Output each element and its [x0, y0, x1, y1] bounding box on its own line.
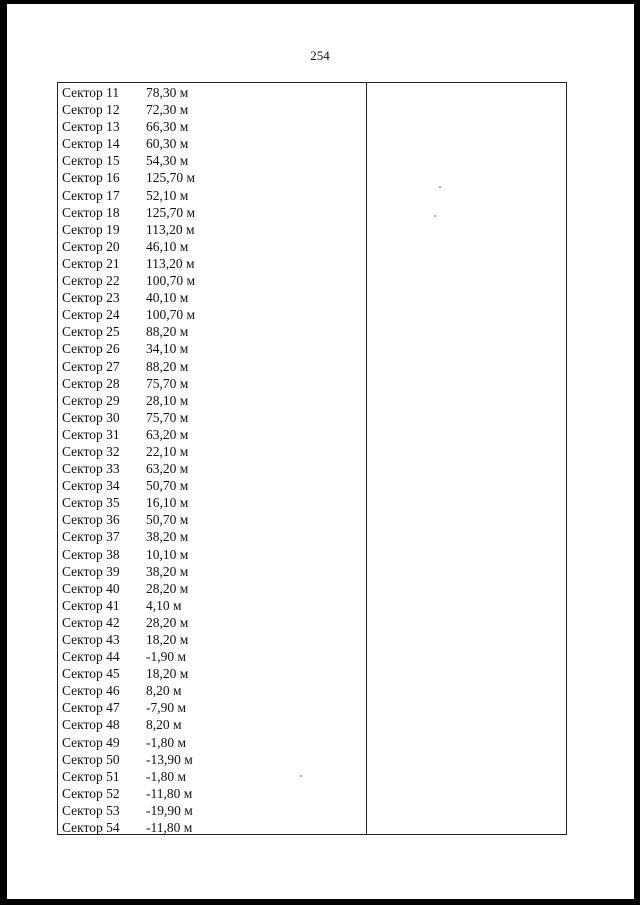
table-row	[62, 135, 362, 152]
sector-label: Сектор 39	[62, 563, 120, 579]
table-row	[62, 187, 362, 204]
table-column-divider	[366, 83, 367, 834]
sector-label: Сектор 28	[62, 375, 120, 391]
sector-label: Сектор 44	[62, 649, 120, 665]
table-row	[62, 340, 362, 357]
table-row	[62, 84, 362, 101]
table-row	[62, 648, 362, 665]
sector-label: Сектор 38	[62, 546, 120, 562]
sector-value: 100,70 м	[146, 273, 196, 289]
table-row	[62, 169, 362, 186]
sector-label: Сектор 43	[62, 632, 120, 647]
table-row	[62, 699, 362, 716]
sector-value: 28,20 м	[146, 614, 189, 630]
sector-label: Сектор 27	[62, 358, 120, 374]
sector-value: 113,20 м	[146, 221, 195, 237]
sector-label: Сектор 37	[62, 529, 120, 545]
sector-label: Сектор 29	[62, 392, 120, 408]
sector-label: Сектор 35	[62, 495, 120, 511]
sector-label: Сектор 12	[62, 102, 120, 118]
sector-value: 88,20 м	[146, 324, 189, 340]
sector-value: -11,80 м	[146, 785, 193, 801]
sector-label: Сектор 48	[62, 717, 120, 733]
table-row	[62, 272, 362, 289]
sector-value: 10,10 м	[146, 546, 189, 562]
table-row	[62, 443, 362, 460]
table-row	[62, 494, 362, 511]
sector-label: Сектор 36	[62, 512, 120, 528]
sector-value: 100,70 м	[146, 307, 196, 323]
sector-value: 46,10 м	[146, 238, 189, 254]
scan-speck	[300, 775, 302, 777]
table-rows	[62, 84, 362, 836]
sector-value: 125,70 м	[146, 204, 196, 220]
table-row	[62, 323, 362, 340]
sector-label: Сектор 21	[62, 255, 120, 271]
sector-value: 60,30 м	[146, 136, 189, 152]
sector-value: 16,10 м	[146, 495, 189, 511]
sector-label: Сектор 22	[62, 273, 120, 289]
sector-label: Сектор 52	[62, 785, 120, 801]
sector-label: Сектор 53	[62, 802, 120, 818]
sector-label: Сектор 30	[62, 409, 120, 425]
sector-value: 38,20 м	[146, 563, 189, 579]
sector-value: 8,20 м	[146, 717, 182, 733]
sector-table	[57, 82, 567, 835]
scan-speck	[439, 186, 441, 188]
sector-value: 75,70 м	[146, 409, 189, 425]
table-row	[62, 221, 362, 238]
sector-value: -1,80 м	[146, 768, 187, 784]
sector-value: 50,70 м	[146, 478, 189, 494]
table-row	[62, 255, 362, 272]
table-row	[62, 460, 362, 477]
sector-label: Сектор 16	[62, 170, 120, 186]
sector-value: 88,20 м	[146, 358, 189, 374]
scan-border-left	[0, 0, 7, 905]
sector-label: Сектор 41	[62, 597, 120, 613]
table-row	[62, 289, 362, 306]
sector-label: Сектор 32	[62, 443, 120, 459]
sector-label: Сектор 46	[62, 683, 120, 699]
table-row	[62, 597, 362, 614]
table-row	[62, 511, 362, 528]
sector-value: 113,20 м	[146, 255, 195, 271]
table-row	[62, 563, 362, 580]
sector-value: 63,20 м	[146, 426, 189, 442]
sector-value: -7,90 м	[146, 700, 187, 716]
sector-label: Сектор 25	[62, 324, 120, 340]
sector-value: 28,20 м	[146, 580, 189, 596]
sector-label: Сектор 20	[62, 238, 120, 254]
sector-value: 28,10 м	[146, 392, 189, 408]
sector-label: Сектор 40	[62, 580, 120, 596]
sector-label: Сектор 47	[62, 700, 120, 716]
scan-border-right	[634, 0, 640, 905]
table-row	[62, 751, 362, 768]
table-row	[62, 477, 362, 494]
table-row	[62, 819, 362, 836]
table-row	[62, 375, 362, 392]
sector-label: Сектор 14	[62, 136, 120, 152]
sector-label: Сектор 42	[62, 614, 120, 630]
sector-label: Сектор 31	[62, 426, 120, 442]
table-row	[62, 665, 362, 682]
page-number: 254	[310, 48, 330, 63]
sector-value: 72,30 м	[146, 102, 189, 118]
sector-label: Сектор 24	[62, 307, 120, 323]
sector-value: 18,20 м	[146, 632, 189, 647]
sector-value: 54,30 м	[146, 153, 189, 169]
sector-label: Сектор 34	[62, 478, 120, 494]
sector-label: Сектор 54	[62, 820, 120, 836]
scan-speck	[434, 215, 436, 217]
sector-value: 8,20 м	[146, 683, 182, 699]
sector-label: Сектор 19	[62, 221, 120, 237]
sector-value: 34,10 м	[146, 341, 189, 357]
sector-value: 125,70 м	[146, 170, 196, 186]
table-row	[62, 734, 362, 751]
sector-label: Сектор 23	[62, 290, 120, 306]
scan-border-bottom	[0, 899, 640, 905]
sector-label: Сектор 15	[62, 153, 120, 169]
sector-value: -13,90 м	[146, 751, 193, 767]
sector-label: Сектор 50	[62, 751, 120, 767]
sector-label: Сектор 26	[62, 341, 120, 357]
sector-value: 40,10 м	[146, 290, 189, 306]
table-row	[62, 785, 362, 802]
sector-value: 78,30 м	[146, 85, 189, 100]
sector-value: -19,90 м	[146, 802, 193, 818]
table-row	[62, 546, 362, 563]
table-row	[62, 358, 362, 375]
scan-border-top	[0, 0, 640, 4]
sector-value: -1,80 м	[146, 734, 187, 750]
table-row	[62, 118, 362, 135]
sector-value: 52,10 м	[146, 187, 189, 203]
table-row	[62, 152, 362, 169]
table-row	[62, 426, 362, 443]
sector-value: 4,10 м	[146, 597, 182, 613]
sector-label: Сектор 51	[62, 768, 120, 784]
table-row	[62, 768, 362, 785]
table-row	[62, 802, 362, 819]
sector-label: Сектор 13	[62, 119, 120, 135]
table-row	[62, 580, 362, 597]
table-row	[62, 392, 362, 409]
table-row	[62, 101, 362, 118]
sector-label: Сектор 17	[62, 187, 120, 203]
sector-value: 75,70 м	[146, 375, 189, 391]
sector-value: -1,90 м	[146, 649, 187, 665]
sector-label: Сектор 45	[62, 666, 120, 682]
table-row	[62, 528, 362, 545]
sector-value: 50,70 м	[146, 512, 189, 528]
table-row	[62, 716, 362, 733]
sector-value: 18,20 м	[146, 666, 189, 682]
sector-label: Сектор 18	[62, 204, 120, 220]
sector-value: -11,80 м	[146, 820, 193, 836]
sector-label: Сектор 11	[62, 85, 120, 100]
sector-value: 38,20 м	[146, 529, 189, 545]
sector-value: 22,10 м	[146, 443, 189, 459]
table-row	[62, 409, 362, 426]
table-row	[62, 614, 362, 631]
table-row	[62, 682, 362, 699]
sector-value: 63,20 м	[146, 461, 189, 477]
sector-label: Сектор 33	[62, 461, 120, 477]
table-row	[62, 238, 362, 255]
sector-value: 66,30 м	[146, 119, 189, 135]
table-row	[62, 631, 362, 648]
table-row	[62, 204, 362, 221]
sector-label: Сектор 49	[62, 734, 120, 750]
table-row	[62, 306, 362, 323]
